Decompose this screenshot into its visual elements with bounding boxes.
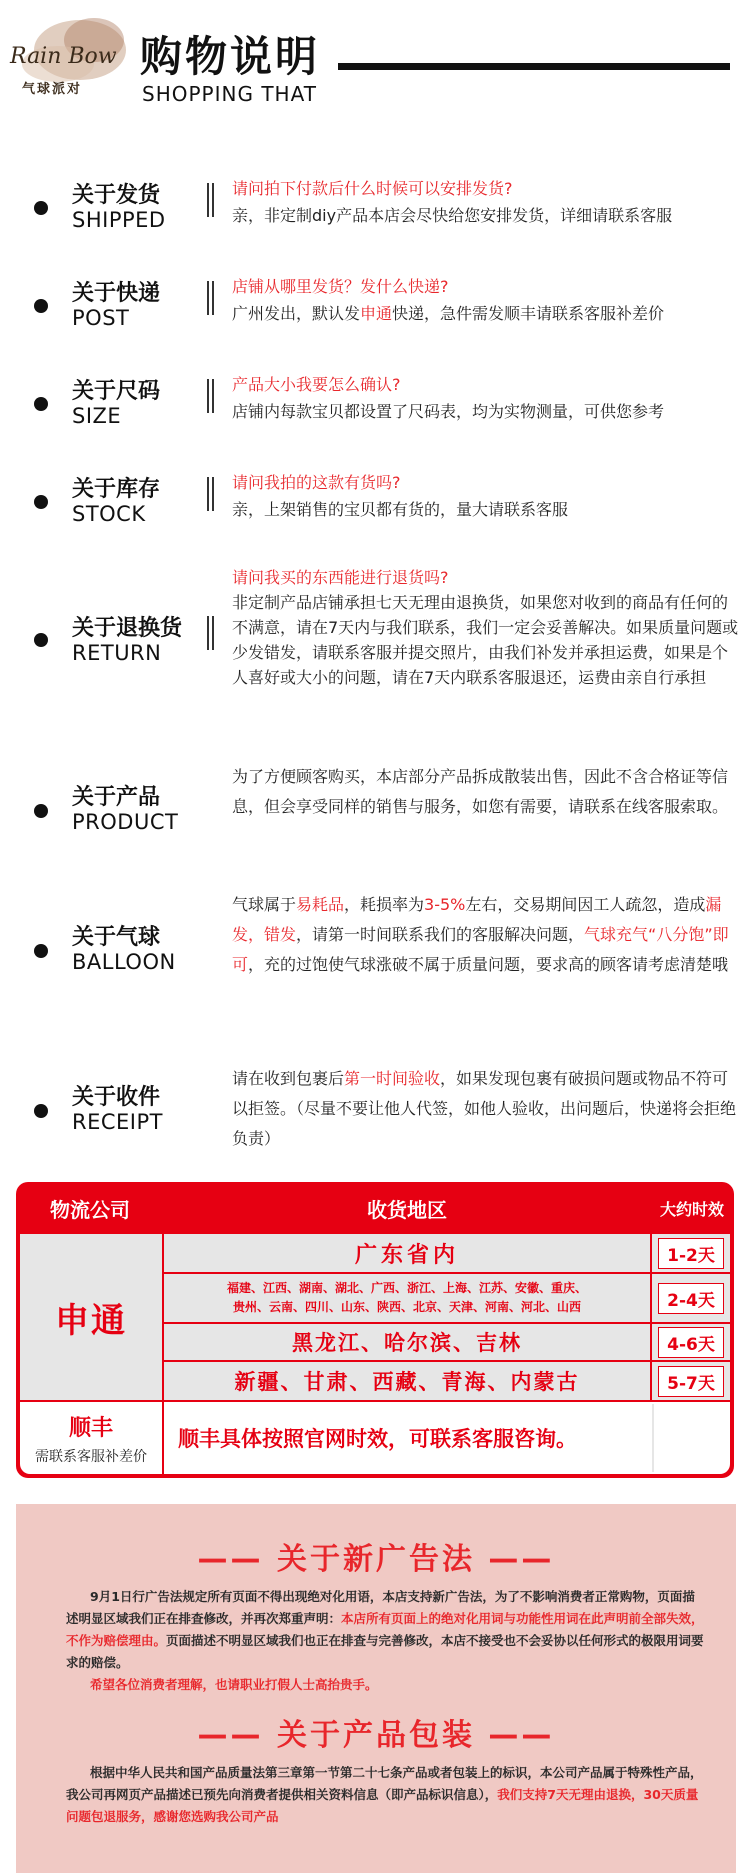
section-title-english: SHIPPED [72,208,166,232]
divider-bar [212,379,214,413]
section-question: 请问我拍的这款有货吗? [232,473,401,492]
time-cell [652,1324,730,1360]
bullet-dot-icon [34,633,48,647]
column-divider [652,1404,654,1472]
header-time: 大约时效 [659,1199,724,1219]
notice-paragraph-packaging [66,1762,706,1828]
section-title: 关于气球 [72,925,161,950]
divider-bar [207,379,209,413]
logo-text: Rain Bow [10,44,117,69]
section-title-english: STOCK [72,502,146,526]
section-question: 店铺从哪里发货？发什么快递? [232,277,449,296]
section-body [232,1064,742,1154]
section-title-english: RECEIPT [72,1110,163,1134]
bullet-dot-icon [34,397,48,411]
section-title: 关于收件 [72,1085,161,1110]
header-company: 物流公司 [50,1197,130,1222]
answer-highlight: 气球充气“八分饱”即可 [232,925,729,974]
notice-title-ad-law: —— 关于新广告法 —— [197,1542,555,1577]
time-badge: 4-6天 [658,1327,724,1358]
answer-text: 气球属于 [232,895,297,914]
sf-description: 顺丰具体按照官网时效，可联系客服咨询。 [164,1402,730,1474]
section-product [0,762,750,862]
section-body [232,371,742,425]
answer-text: ，耗损率为 [344,895,425,914]
section-question: 产品大小我要怎么确认? [232,375,401,394]
time-badge: 2-4天 [658,1283,724,1314]
section-receipt [0,1064,750,1164]
sf-note: 需联系客服补差价 [35,1448,147,1465]
notice-title-packaging: —— 关于产品包装 —— [197,1718,555,1753]
section-title: 关于产品 [72,785,161,810]
answer-highlight: 漏发，错发 [232,895,722,944]
section-answer: 非定制产品店铺承担七天无理由退换货，如果您对收到的商品有任何的不满意，请在7天内与我们联系，我们一定会妥善解决。如果质量问题或少发错发，请联系客服并提交照片，由我们补发并承担运费，如果是个人喜好或大小的问题，请在7天内联系客服退还，运费由亲自行承担 [232,593,739,687]
section-title: 关于库存 [72,477,161,502]
notice-text: 页面描述不明显区域我们也正在排查与完善修改，本店不接受也不会妥协以任何形式的极限用词要求的赔偿。 [66,1633,704,1670]
answer-text: ，请第一时间联系我们的客服解决问题， [296,925,585,944]
answer-text: 快递，急件需发顺丰请联系客服补差价 [392,304,665,323]
section-question: 请问我买的东西能进行退货吗? [232,568,449,587]
section-answer [232,300,742,327]
answer-text: 广州发出，默认发 [232,304,361,323]
section-answer [232,1064,742,1154]
divider-bar [207,477,209,511]
time-cell [652,1362,730,1400]
sto-company-cell: 申通 [20,1234,162,1400]
bullet-dot-icon [34,495,48,509]
region-row-guangdong: 广东省内 [164,1234,650,1272]
bullet-dot-icon [34,804,48,818]
divider-bar [212,281,214,315]
section-title-english: POST [72,306,130,330]
title-divider [338,63,730,70]
divider-bar [212,183,214,217]
section-answer: 为了方便顾客购买，本店部分产品拆成散装出售，因此不含合格证等信息，但会享受同样的销售与服务，如您有需要，请联系在线客服索取。 [232,767,729,816]
divider-bar [212,616,214,650]
section-title: 关于快递 [72,281,161,306]
section-answer: 亲，非定制diy产品本店会尽快给您安排发货，详细请联系客服 [232,206,673,225]
header-region: 收货地区 [367,1197,447,1222]
section-body [232,890,742,980]
notice-highlight: 本店所有页面上的绝对化用词与功能性用词在此声明前全部失效，不作为赔偿理由。 [66,1611,704,1648]
section-answer: 亲，上架销售的宝贝都有货的，量大请联系客服 [232,500,569,519]
notice-panel [16,1504,736,1873]
notice-highlight: 希望各位消费者理解，也请职业打假人士高抬贵手。 [90,1677,378,1692]
section-body [232,762,742,822]
section-return [0,565,750,715]
sf-name: 顺丰 [68,1415,113,1441]
page-header [0,0,750,120]
page-title-english: SHOPPING THAT [142,82,317,106]
time-cell [652,1234,730,1272]
section-balloon [0,890,750,1020]
region-line: 福建、江西、湖南、湖北、广西、浙江、上海、江苏、安徽、重庆、 [226,1281,587,1295]
answer-text: ，如果发现包裹有破损问题或物品不符可以拒签。（尽量不要让他人代签，如他人验收，出问题后，快递将会拒绝负责） [232,1069,737,1148]
section-answer: 店铺内每款宝贝都设置了尺码表，均为实物测量，可供您参考 [232,402,665,421]
notice-text: 9月1日行广告法规定所有页面不得出现绝对化用语，本店支持新广告法，为了不影响消费者正常购物，页面描述明显区域我们正在排查修改，并再次郑重声明： [66,1589,695,1626]
shipping-table [16,1182,734,1478]
answer-highlight: 第一时间验收 [344,1069,441,1088]
logo-subtitle: 气球派对 [22,82,83,97]
answer-text: 左右，交易期间因工人疏忽，造成 [465,895,706,914]
bullet-dot-icon [34,944,48,958]
section-question: 请问拍下付款后什么时候可以安排发货? [232,179,513,198]
section-body [232,565,742,690]
bullet-dot-icon [34,299,48,313]
region-line: 贵州、云南、四川、山东、陕西、北京、天津、河南、河北、山西 [232,1300,581,1314]
notice-paragraph-ad-law [66,1586,706,1696]
section-shipped [0,175,750,245]
region-row-east [164,1274,650,1322]
time-cell [652,1274,730,1322]
answer-highlight: 3-5% [424,895,466,914]
section-title-english: RETURN [72,641,162,665]
section-title-english: PRODUCT [72,810,179,834]
section-title: 关于尺码 [72,379,161,404]
section-body [232,273,742,327]
section-body [232,175,742,229]
divider-bar [212,477,214,511]
region-row-northeast: 黑龙江、哈尔滨、吉林 [164,1324,650,1360]
answer-highlight: 申通 [360,304,393,323]
answer-text: ，充的过饱使气球涨破不属于质量问题，要求高的顾客请考虑清楚哦 [248,955,729,974]
region-row-west: 新疆、甘肃、西藏、青海、内蒙古 [164,1362,650,1400]
section-title-english: BALLOON [72,950,176,974]
section-title-english: SIZE [72,404,122,428]
divider-bar [207,616,209,650]
answer-text: 请在收到包裹后 [232,1069,345,1088]
notice-highlight: 我们支持7天无理由退换，30天质量问题包退服务，感谢您选购我公司产品 [66,1787,699,1824]
notice-text: 根据中华人民共和国产品质量法第三章第一节第二十七条产品或者包装上的标识，本公司产品属于特殊性产品，我公司再网页产品描述已预先向消费者提供相关资料信息（即产品标识信息）， [66,1765,703,1802]
divider-bar [207,281,209,315]
section-size [0,371,750,441]
bullet-dot-icon [34,1104,48,1118]
section-stock [0,469,750,539]
answer-highlight: 易耗品 [296,895,345,914]
section-answer [232,890,742,980]
section-post [0,273,750,343]
time-badge: 1-2天 [658,1238,724,1269]
sf-company-cell [20,1402,162,1474]
divider-bar [207,183,209,217]
bullet-dot-icon [34,201,48,215]
time-badge: 5-7天 [658,1366,724,1397]
section-title: 关于退换货 [72,616,183,641]
section-title: 关于发货 [72,183,161,208]
section-body [232,469,742,523]
page-title: 购物说明 [140,32,321,81]
